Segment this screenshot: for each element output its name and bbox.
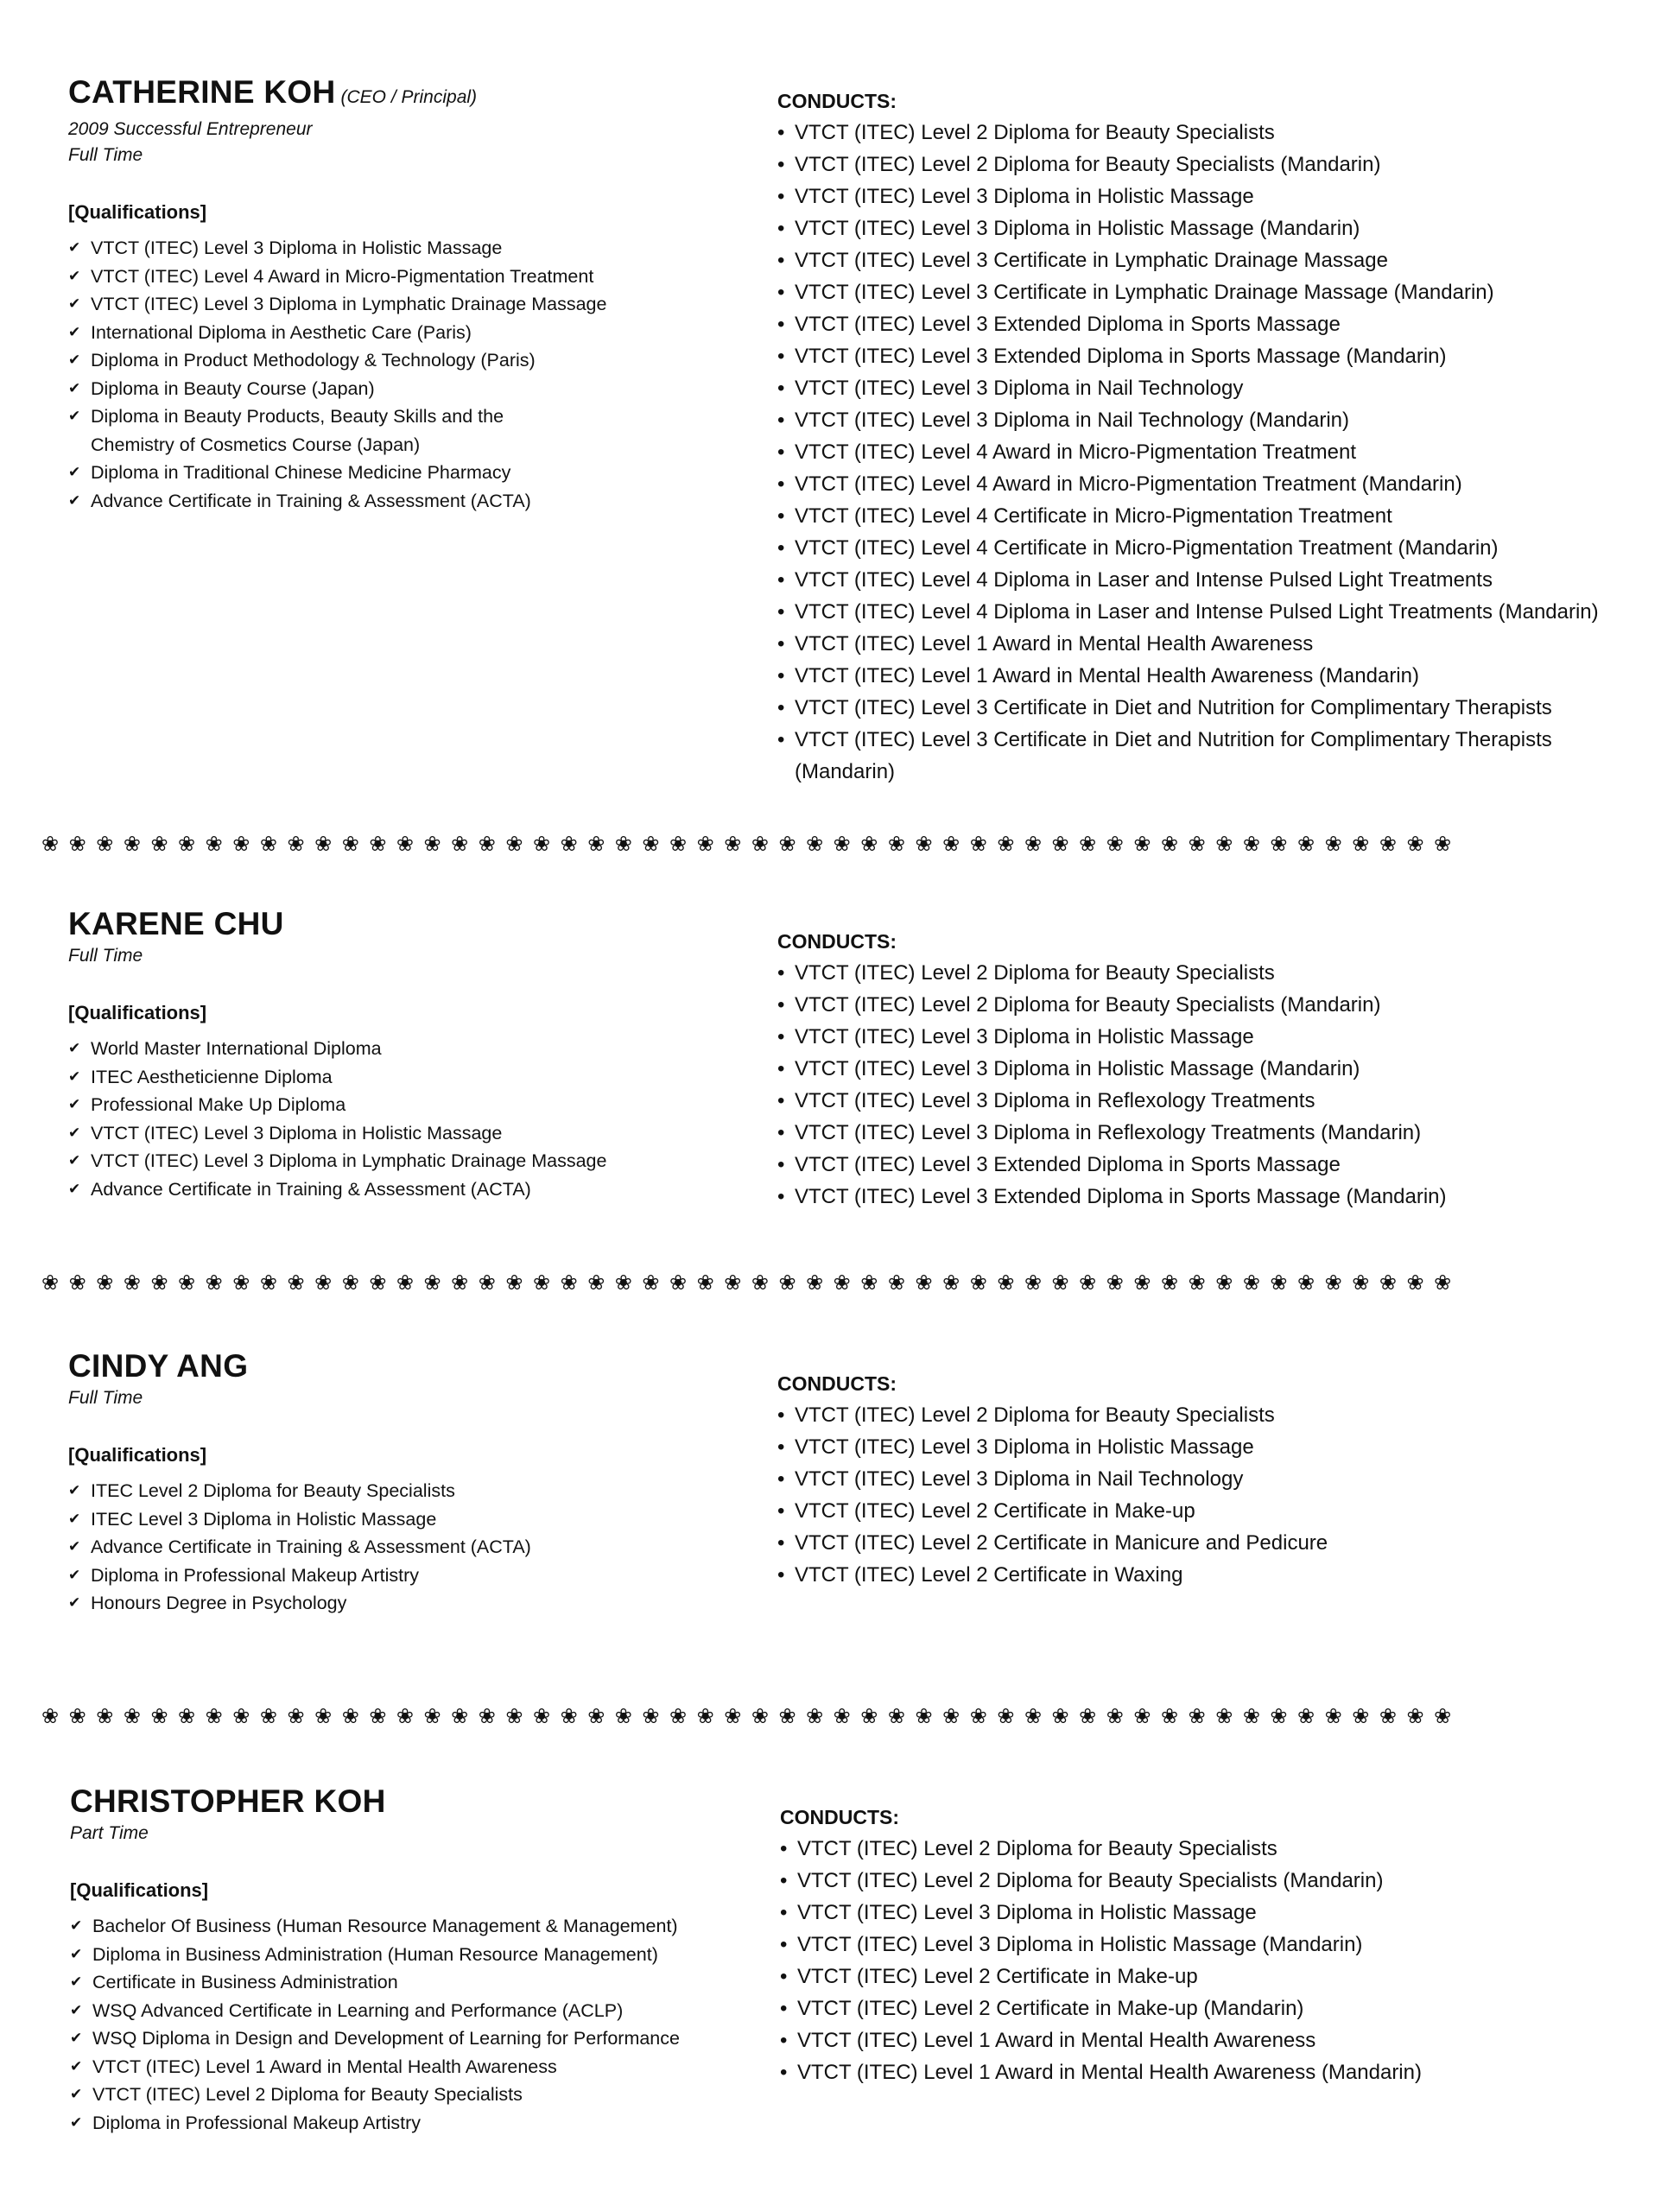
conducts-column <box>777 912 1650 1213</box>
staff-name: KARENE CHU <box>68 906 284 941</box>
staff-employment-type: Full Time <box>68 145 143 165</box>
qualification-item: ✔ Diploma in Business Administration (Human Resource Management) <box>70 1941 744 1969</box>
conducts-item: • VTCT (ITEC) Level 3 Diploma in Holistic Massage (Mandarin) <box>780 1929 1652 1961</box>
qualification-item: ✔ Diploma in Professional Makeup Artistry <box>70 2109 744 2138</box>
qualification-item: ✔ VTCT (ITEC) Level 2 Diploma for Beauty Specialists <box>70 2081 744 2109</box>
conducts-item: • VTCT (ITEC) Level 3 Diploma in Nail Technology <box>777 372 1650 404</box>
check-icon: ✔ <box>68 239 81 256</box>
flower-divider: ❀❀❀❀❀❀❀❀❀❀❀❀❀❀❀❀❀❀❀❀❀❀❀❀❀❀❀❀❀❀❀❀❀❀❀❀❀❀❀❀❀❀❀❀❀❀❀❀❀❀❀❀ <box>41 833 1461 856</box>
check-icon: ✔ <box>68 323 81 340</box>
conducts-item: • VTCT (ITEC) Level 3 Certificate in Lymphatic Drainage Massage <box>777 244 1650 276</box>
conducts-item: • VTCT (ITEC) Level 3 Diploma in Holistic Massage <box>777 181 1650 212</box>
conducts-item: • VTCT (ITEC) Level 1 Award in Mental Health Awareness (Mandarin) <box>780 2056 1652 2088</box>
qualification-item: ✔ ITEC Level 2 Diploma for Beauty Specialists <box>68 1477 742 1505</box>
check-icon: ✔ <box>68 1482 81 1498</box>
staff-name: CINDY ANG <box>68 1348 249 1384</box>
bullet-icon: • <box>777 313 785 336</box>
bullet-icon: • <box>780 1997 788 2020</box>
profile-column <box>68 1347 742 1618</box>
profile-column <box>68 905 742 1203</box>
check-icon: ✔ <box>70 1945 83 1962</box>
bullet-icon: • <box>780 1837 788 1860</box>
qualification-item: ✔ ITEC Aestheticienne Diploma <box>68 1063 742 1092</box>
bullet-icon: • <box>777 345 785 368</box>
qualification-item: ✔ Diploma in Beauty Products, Beauty Skills and the Chemistry of Cosmetics Course (Japan) <box>68 402 574 459</box>
qualification-item: ✔ VTCT (ITEC) Level 3 Diploma in Lymphatic Drainage Massage <box>68 290 742 319</box>
check-icon: ✔ <box>70 2030 83 2046</box>
bullet-icon: • <box>780 1869 788 1892</box>
check-icon: ✔ <box>70 2086 83 2102</box>
conducts-item: • VTCT (ITEC) Level 3 Diploma in Nail Technology (Mandarin) <box>777 404 1650 436</box>
qualification-item: ✔ World Master International Diploma <box>68 1035 742 1063</box>
staff-employment-type: Full Time <box>68 1388 143 1408</box>
check-icon: ✔ <box>68 1152 81 1169</box>
bullet-icon: • <box>777 664 785 687</box>
bullet-icon: • <box>777 600 785 624</box>
conducts-item: • VTCT (ITEC) Level 2 Diploma for Beauty Specialists (Mandarin) <box>780 1865 1652 1897</box>
staff-name-line <box>70 1783 744 1821</box>
bullet-icon: • <box>777 1435 785 1459</box>
profile-column <box>70 1783 744 2137</box>
conducts-item: • VTCT (ITEC) Level 3 Diploma in Reflexology Treatments <box>777 1085 1650 1117</box>
conducts-item: • VTCT (ITEC) Level 4 Award in Micro-Pigmentation Treatment <box>777 436 1650 468</box>
qualification-item: ✔ VTCT (ITEC) Level 3 Diploma in Lymphatic Drainage Massage <box>68 1147 742 1175</box>
bullet-icon: • <box>777 568 785 592</box>
qualification-item: ✔ Bachelor Of Business (Human Resource Management & Management) <box>70 1912 744 1941</box>
qualification-item: ✔ WSQ Advanced Certificate in Learning and Performance (ACLP) <box>70 1997 744 2025</box>
bullet-icon: • <box>777 121 785 144</box>
conducts-item: • VTCT (ITEC) Level 2 Diploma for Beauty Specialists <box>777 117 1650 149</box>
conducts-item: • VTCT (ITEC) Level 3 Extended Diploma in Sports Massage (Mandarin) <box>777 340 1650 372</box>
conducts-item: • VTCT (ITEC) Level 2 Certificate in Make-up (Mandarin) <box>780 1992 1652 2024</box>
check-icon: ✔ <box>68 1067 81 1085</box>
conducts-item: • VTCT (ITEC) Level 4 Certificate in Micro-Pigmentation Treatment (Mandarin) <box>777 532 1650 564</box>
check-icon: ✔ <box>68 491 81 509</box>
staff-role: (CEO / Principal) <box>340 87 478 107</box>
check-icon: ✔ <box>68 408 81 424</box>
qualification-item: ✔ VTCT (ITEC) Level 1 Award in Mental Health Awareness <box>70 2053 744 2081</box>
bullet-icon: • <box>777 281 785 304</box>
bullet-icon: • <box>777 1089 785 1112</box>
bullet-icon: • <box>777 1185 785 1208</box>
qualification-item: ✔ Honours Degree in Psychology <box>68 1589 742 1618</box>
check-icon: ✔ <box>68 1096 81 1112</box>
staff-name-line <box>68 1347 742 1385</box>
conducts-heading: CONDUCTS: <box>780 1806 899 1828</box>
bullet-icon: • <box>777 1153 785 1176</box>
bullet-icon: • <box>777 377 785 400</box>
bullet-icon: • <box>777 961 785 985</box>
bullet-icon: • <box>777 504 785 528</box>
bullet-icon: • <box>777 1563 785 1587</box>
conducts-heading: CONDUCTS: <box>777 930 897 953</box>
staff-name-line <box>68 73 742 117</box>
conducts-item: • VTCT (ITEC) Level 3 Certificate in Diet and Nutrition for Complimentary Therapists (Mandarin) <box>777 724 1607 788</box>
conducts-column <box>780 1788 1652 2088</box>
qualification-item: ✔ Diploma in Professional Makeup Artistry <box>68 1562 742 1590</box>
conducts-item: • VTCT (ITEC) Level 2 Certificate in Manicure and Pedicure <box>777 1527 1650 1559</box>
qualification-item: ✔ Advance Certificate in Training & Assessment (ACTA) <box>68 1175 742 1204</box>
bullet-icon: • <box>780 2061 788 2084</box>
conducts-item: • VTCT (ITEC) Level 2 Certificate in Waxing <box>777 1559 1650 1591</box>
check-icon: ✔ <box>68 1040 81 1056</box>
qualification-item: ✔ Advance Certificate in Training & Assessment (ACTA) <box>68 1533 742 1562</box>
qualification-item: ✔ Diploma in Traditional Chinese Medicine Pharmacy <box>68 459 742 487</box>
conducts-item: • VTCT (ITEC) Level 3 Diploma in Reflexology Treatments (Mandarin) <box>777 1117 1650 1149</box>
bullet-icon: • <box>780 2029 788 2052</box>
conducts-item: • VTCT (ITEC) Level 3 Diploma in Holistic Massage <box>780 1897 1652 1929</box>
conducts-item: • VTCT (ITEC) Level 2 Diploma for Beauty Specialists (Mandarin) <box>777 149 1650 181</box>
bullet-icon: • <box>777 1499 785 1523</box>
qualifications-heading: [Qualifications] <box>70 1879 209 1901</box>
staff-employment-type: Part Time <box>70 1823 149 1843</box>
conducts-item: • VTCT (ITEC) Level 3 Diploma in Holistic Massage <box>777 1021 1650 1053</box>
qualification-item: ✔ VTCT (ITEC) Level 3 Diploma in Holistic Massage <box>68 1119 742 1148</box>
conducts-heading: CONDUCTS: <box>777 90 897 112</box>
conducts-item: • VTCT (ITEC) Level 3 Diploma in Nail Technology <box>777 1463 1650 1495</box>
qualification-item: ✔ Diploma in Product Methodology & Technology (Paris) <box>68 346 742 375</box>
check-icon: ✔ <box>68 1180 81 1197</box>
bullet-icon: • <box>777 536 785 560</box>
bullet-icon: • <box>777 1467 785 1491</box>
staff-name: CHRISTOPHER KOH <box>70 1783 386 1819</box>
qualification-item: ✔ WSQ Diploma in Design and Development of Learning for Performance <box>70 2024 744 2053</box>
conducts-list <box>777 117 1650 788</box>
check-icon: ✔ <box>68 295 81 312</box>
check-icon: ✔ <box>70 1973 83 1990</box>
conducts-list <box>777 1399 1650 1591</box>
bullet-icon: • <box>777 696 785 719</box>
conducts-item: • VTCT (ITEC) Level 2 Diploma for Beauty Specialists (Mandarin) <box>777 989 1650 1021</box>
bullet-icon: • <box>777 185 785 208</box>
bullet-icon: • <box>777 440 785 464</box>
bullet-icon: • <box>777 993 785 1017</box>
conducts-item: • VTCT (ITEC) Level 2 Certificate in Make-up <box>780 1961 1652 1992</box>
conducts-item: • VTCT (ITEC) Level 3 Certificate in Diet and Nutrition for Complimentary Therapists <box>777 692 1650 724</box>
check-icon: ✔ <box>68 1510 81 1527</box>
bullet-icon: • <box>780 1933 788 1956</box>
check-icon: ✔ <box>70 2057 83 2075</box>
flower-divider: ❀❀❀❀❀❀❀❀❀❀❀❀❀❀❀❀❀❀❀❀❀❀❀❀❀❀❀❀❀❀❀❀❀❀❀❀❀❀❀❀❀❀❀❀❀❀❀❀❀❀❀❀ <box>41 1705 1461 1728</box>
profile-column <box>68 73 742 515</box>
qualification-item: ✔ International Diploma in Aesthetic Care (Paris) <box>68 319 742 347</box>
staff-name: CATHERINE KOH <box>68 74 336 110</box>
conducts-item: • VTCT (ITEC) Level 2 Diploma for Beauty Specialists <box>777 957 1650 989</box>
check-icon: ✔ <box>70 1917 83 1934</box>
qualifications-heading: [Qualifications] <box>68 1444 207 1466</box>
conducts-item: • VTCT (ITEC) Level 2 Diploma for Beauty Specialists <box>777 1399 1650 1431</box>
conducts-item: • VTCT (ITEC) Level 3 Extended Diploma in Sports Massage (Mandarin) <box>777 1181 1650 1213</box>
conducts-item: • VTCT (ITEC) Level 3 Extended Diploma in Sports Massage <box>777 308 1650 340</box>
conducts-column <box>777 1354 1650 1591</box>
bullet-icon: • <box>777 1057 785 1080</box>
conducts-heading: CONDUCTS: <box>777 1372 897 1395</box>
conducts-item: • VTCT (ITEC) Level 3 Certificate in Lymphatic Drainage Massage (Mandarin) <box>777 276 1650 308</box>
check-icon: ✔ <box>68 267 81 284</box>
conducts-item: • VTCT (ITEC) Level 3 Diploma in Holistic Massage (Mandarin) <box>777 212 1650 244</box>
qualification-item: ✔ VTCT (ITEC) Level 4 Award in Micro-Pigmentation Treatment <box>68 263 742 291</box>
conducts-item: • VTCT (ITEC) Level 4 Award in Micro-Pigmentation Treatment (Mandarin) <box>777 468 1650 500</box>
bullet-icon: • <box>777 1121 785 1144</box>
check-icon: ✔ <box>68 1538 81 1555</box>
conducts-list <box>780 1833 1652 2088</box>
check-icon: ✔ <box>68 352 81 368</box>
qualification-item: ✔ ITEC Level 3 Diploma in Holistic Massage <box>68 1505 742 1534</box>
bullet-icon: • <box>777 472 785 496</box>
qualifications-list <box>70 1912 744 2137</box>
qualifications-heading: [Qualifications] <box>68 201 207 223</box>
qualification-item: ✔ VTCT (ITEC) Level 3 Diploma in Holistic Massage <box>68 234 742 263</box>
conducts-item: • VTCT (ITEC) Level 4 Diploma in Laser and Intense Pulsed Light Treatments (Mandarin) <box>777 596 1650 628</box>
qualification-item: ✔ Diploma in Beauty Course (Japan) <box>68 375 742 403</box>
qualification-item: ✔ Advance Certificate in Training & Assessment (ACTA) <box>68 487 742 516</box>
check-icon: ✔ <box>70 2001 83 2018</box>
staff-employment-type: Full Time <box>68 946 143 966</box>
bullet-icon: • <box>777 409 785 432</box>
bullet-icon: • <box>777 1531 785 1555</box>
bullet-icon: • <box>780 1901 788 1924</box>
check-icon: ✔ <box>70 2113 83 2131</box>
bullet-icon: • <box>777 632 785 656</box>
bullet-icon: • <box>777 1403 785 1427</box>
conducts-column <box>777 72 1650 788</box>
staff-subline: 2009 Successful Entrepreneur <box>68 119 313 139</box>
qualification-item: ✔ Professional Make Up Diploma <box>68 1091 742 1119</box>
flower-divider: ❀❀❀❀❀❀❀❀❀❀❀❀❀❀❀❀❀❀❀❀❀❀❀❀❀❀❀❀❀❀❀❀❀❀❀❀❀❀❀❀❀❀❀❀❀❀❀❀❀❀❀❀ <box>41 1271 1461 1295</box>
qualification-item: ✔ Certificate in Business Administration <box>70 1968 744 1997</box>
conducts-item: • VTCT (ITEC) Level 1 Award in Mental Health Awareness (Mandarin) <box>777 660 1650 692</box>
qualifications-list <box>68 1035 742 1203</box>
conducts-item: • VTCT (ITEC) Level 1 Award in Mental Health Awareness <box>777 628 1650 660</box>
conducts-item: • VTCT (ITEC) Level 1 Award in Mental Health Awareness <box>780 2024 1652 2056</box>
check-icon: ✔ <box>68 1566 81 1583</box>
conducts-item: • VTCT (ITEC) Level 3 Extended Diploma in Sports Massage <box>777 1149 1650 1181</box>
staff-name-line <box>68 905 742 943</box>
qualifications-heading: [Qualifications] <box>68 1002 207 1023</box>
bullet-icon: • <box>777 728 785 751</box>
conducts-item: • VTCT (ITEC) Level 2 Certificate in Make-up <box>777 1495 1650 1527</box>
qualifications-list <box>68 234 742 515</box>
conducts-item: • VTCT (ITEC) Level 3 Diploma in Holistic Massage <box>777 1431 1650 1463</box>
bullet-icon: • <box>777 217 785 240</box>
bullet-icon: • <box>777 249 785 272</box>
conducts-item: • VTCT (ITEC) Level 3 Diploma in Holistic Massage (Mandarin) <box>777 1053 1650 1085</box>
bullet-icon: • <box>780 1965 788 1988</box>
check-icon: ✔ <box>68 1594 81 1611</box>
bullet-icon: • <box>777 153 785 176</box>
conducts-item: • VTCT (ITEC) Level 4 Diploma in Laser and Intense Pulsed Light Treatments <box>777 564 1650 596</box>
conducts-item: • VTCT (ITEC) Level 2 Diploma for Beauty Specialists <box>780 1833 1652 1865</box>
qualifications-list <box>68 1477 742 1618</box>
check-icon: ✔ <box>68 464 81 480</box>
check-icon: ✔ <box>68 1124 81 1141</box>
bullet-icon: • <box>777 1025 785 1048</box>
check-icon: ✔ <box>68 379 81 396</box>
conducts-list <box>777 957 1650 1213</box>
conducts-item: • VTCT (ITEC) Level 4 Certificate in Micro-Pigmentation Treatment <box>777 500 1650 532</box>
